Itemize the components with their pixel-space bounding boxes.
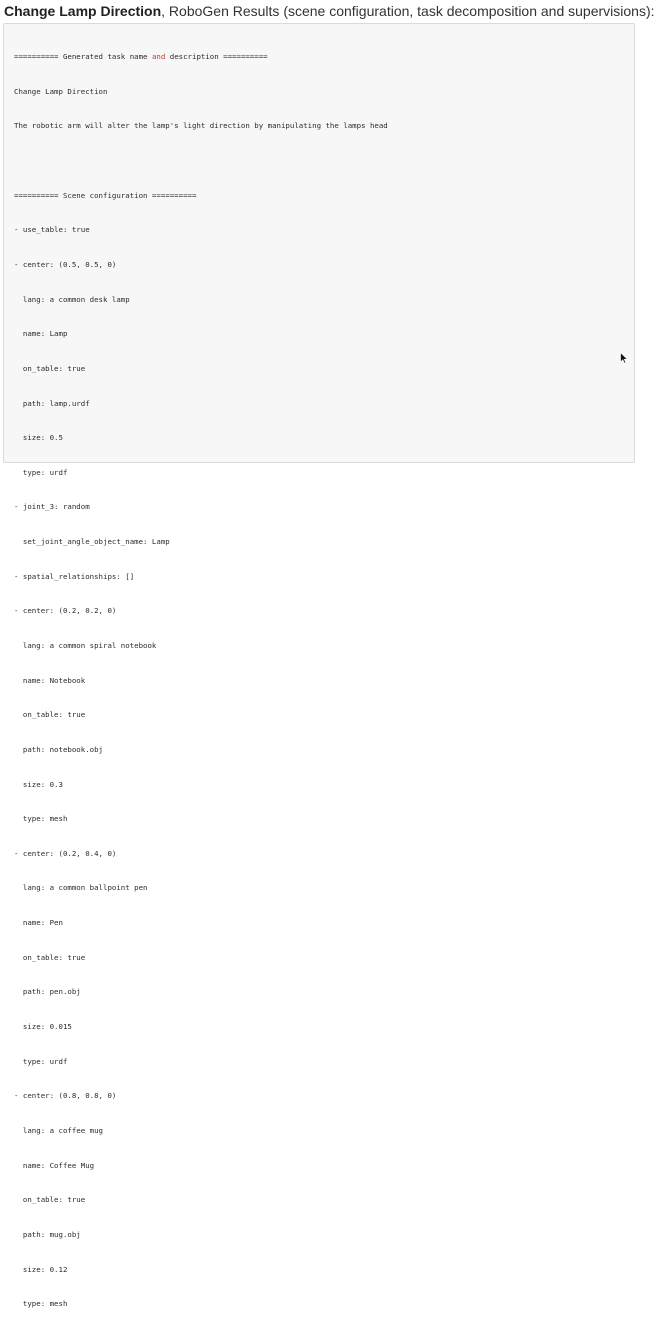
code-line: - center: (0.2, 0.4, 0) bbox=[14, 848, 117, 858]
code-line-task-header-part2: description ========== bbox=[165, 52, 268, 62]
code-line: path: pen.obj bbox=[14, 987, 81, 997]
mouse-pointer-icon bbox=[620, 352, 628, 364]
code-text bbox=[14, 28, 388, 1333]
code-line: name: Pen bbox=[14, 918, 63, 928]
code-line: - center: (0.5, 0.5, 0) bbox=[14, 259, 117, 269]
code-line-task-header bbox=[14, 51, 388, 63]
code-line: lang: a common desk lamp bbox=[14, 294, 130, 304]
code-line: on_table: true bbox=[14, 710, 86, 720]
code-line-scene-header: ========== Scene configuration ========== bbox=[14, 190, 197, 200]
results-subtitle: , RoboGen Results (scene configuration, task decomposition and supervisions): bbox=[161, 3, 655, 19]
code-line: - use_table: true bbox=[14, 225, 90, 235]
code-keyword-and: and bbox=[151, 52, 166, 62]
code-line: name: Coffee Mug bbox=[14, 1160, 95, 1170]
code-line: lang: a common spiral notebook bbox=[14, 640, 157, 650]
code-line: on_table: true bbox=[14, 1195, 86, 1205]
code-block[interactable] bbox=[3, 23, 635, 1309]
code-line: type: urdf bbox=[14, 1056, 68, 1066]
code-line: - joint_3: random bbox=[14, 502, 90, 512]
code-line: - center: (0.2, 0.2, 0) bbox=[14, 606, 117, 616]
page-header bbox=[4, 1, 655, 21]
code-line: type: mesh bbox=[14, 1299, 68, 1309]
code-line: size: 0.015 bbox=[14, 1022, 72, 1032]
code-line-task-header-part1: ========== Generated task name bbox=[14, 52, 152, 62]
code-line: path: lamp.urdf bbox=[14, 398, 90, 408]
code-line: The robotic arm will alter the lamp's light direction by manipulating the lamps head bbox=[14, 121, 388, 131]
code-line: lang: a common ballpoint pen bbox=[14, 883, 148, 893]
code-line: Change Lamp Direction bbox=[14, 86, 108, 96]
code-line: size: 0.12 bbox=[14, 1264, 68, 1274]
code-line: path: mug.obj bbox=[14, 1229, 81, 1239]
code-line: on_table: true bbox=[14, 363, 86, 373]
code-line: path: notebook.obj bbox=[14, 744, 103, 754]
code-line: set_joint_angle_object_name: Lamp bbox=[14, 537, 170, 547]
code-line: on_table: true bbox=[14, 952, 86, 962]
code-line: type: urdf bbox=[14, 467, 68, 477]
code-line: name: Lamp bbox=[14, 329, 68, 339]
code-line: type: mesh bbox=[14, 814, 68, 824]
code-line-blank bbox=[14, 155, 388, 167]
code-line: name: Notebook bbox=[14, 675, 86, 685]
code-line: size: 0.5 bbox=[14, 433, 63, 443]
code-line: - spatial_relationships: [] bbox=[14, 571, 135, 581]
code-line: size: 0.3 bbox=[14, 779, 63, 789]
code-line: lang: a coffee mug bbox=[14, 1125, 103, 1135]
task-title: Change Lamp Direction bbox=[4, 3, 162, 19]
code-line: - center: (0.8, 0.8, 0) bbox=[14, 1091, 117, 1101]
